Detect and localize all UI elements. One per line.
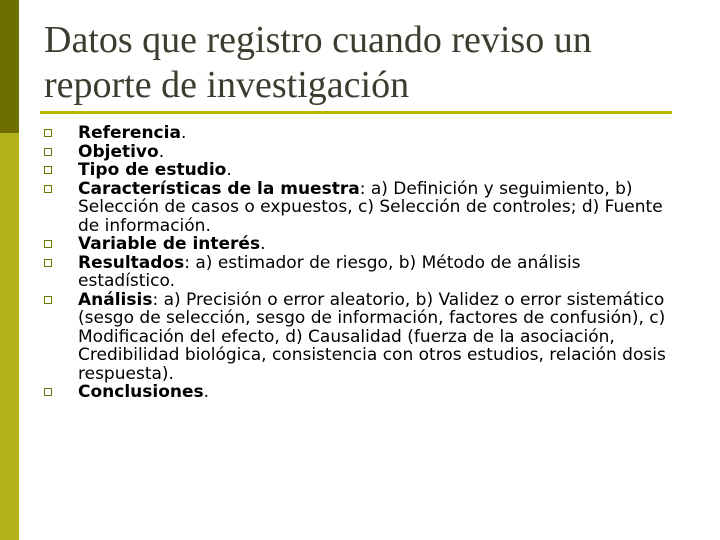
item-text: : a) Definición y seguimiento, b) Selección de casos o expuestos, c) Selección de controles; d) Fuente de información. [78,178,663,236]
title-underline [40,111,672,114]
item-term: Variable de interés [78,234,261,254]
sidebar-accent-light [0,133,19,540]
list-item [44,180,674,236]
square-bullet-icon [44,129,52,137]
square-bullet-icon [44,240,52,248]
item-text: . [260,234,266,254]
item-term: Análisis [78,289,153,310]
item-term: Características de la muestra [78,178,360,199]
item-term: Resultados [78,252,185,273]
bullet-list [44,124,674,402]
item-text: : a) Precisión o error aleatorio, b) Validez o error sistemático (sesgo de selección, sesgo de información, factores de confusión), c) Modificación del efecto, d) Causalidad (fuerza de la asociación, Credibilidad biológica, consistencia con otros estudios, relación dosis respuesta). [78,289,666,384]
list-item [44,291,674,384]
square-bullet-icon [44,259,52,267]
list-item [44,161,674,180]
square-bullet-icon [44,388,52,396]
square-bullet-icon [44,166,52,174]
sidebar-accent [0,0,19,540]
square-bullet-icon [44,148,52,156]
list-item [44,143,674,162]
item-text: . [203,382,210,402]
item-text: . [226,160,232,180]
sidebar-accent-dark [0,0,19,133]
item-term: Tipo de estudio [78,160,227,180]
item-term: Referencia [78,123,181,143]
list-item [44,235,674,254]
square-bullet-icon [44,185,52,193]
list-item [44,124,674,143]
item-term: Objetivo [78,141,159,162]
square-bullet-icon [44,296,52,304]
slide-title: Datos que registro cuando reviso un reporte de investigación [44,19,592,106]
item-text: . [180,123,187,143]
list-item [44,254,674,291]
item-term: Conclusiones [78,382,204,402]
item-text: . [158,141,165,162]
item-text: : a) estimador de riesgo, b) Método de análisis estadístico. [78,252,581,291]
list-item [44,383,674,402]
